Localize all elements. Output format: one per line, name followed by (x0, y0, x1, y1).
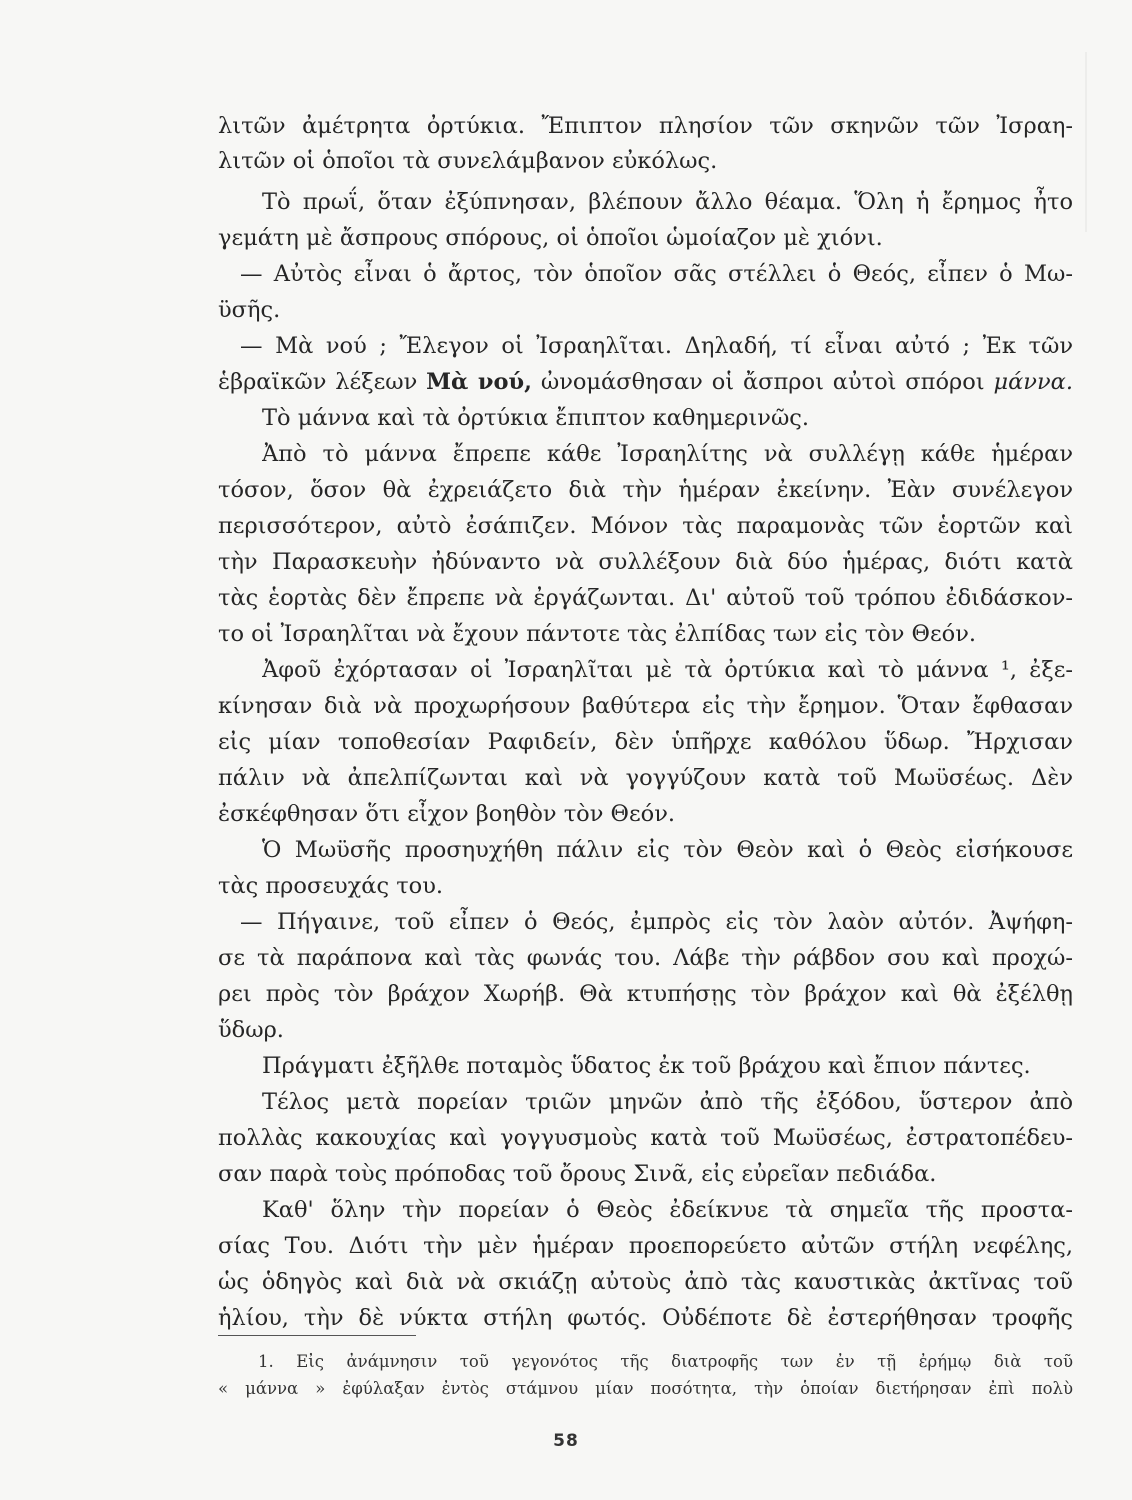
text-line: — Πήγαινε, τοῦ εἶπεν ὁ Θεός, ἐμπρὸς εἰς τὸν λαὸν αὐτόν. Ἀψήφη- (240, 909, 1073, 935)
text-line: Ἀπὸ τὸ μάννα ἔπρεπε κάθε Ἰσραηλίτης νὰ συλλέγῃ κάθε ἡμέραν (262, 441, 1073, 467)
text-line: Τὸ πρωΐ, ὅταν ἐξύπνησαν, βλέπουν ἄλλο θέαμα. Ὅλη ἡ ἔρημος ἦτο (262, 189, 1073, 215)
bold-phrase: Μὰ νού, (426, 369, 532, 395)
text-line: Τὸ μάννα καὶ τὰ ὀρτύκια ἔπιπτον καθημερινῶς. (262, 405, 810, 431)
text-line: ἡλίου, τὴν δὲ νύκτα στήλη φωτός. Οὐδέποτε δὲ ἐστερήθησαν τροφῆς (218, 1305, 1073, 1331)
text-line: τὴν Παρασκευὴν ἠδύναντο νὰ συλλέξουν διὰ δύο ἡμέρας, διότι κατὰ (218, 549, 1073, 575)
text-line: τὰς ἑορτὰς δὲν ἔπρεπε νὰ ἐργάζωνται. Δι' αὐτοῦ τοῦ τρόπου ἐδιδάσκον- (218, 585, 1073, 611)
text-segment: ἑβραϊκῶν λέξεων (218, 369, 427, 395)
text-line: πολλὰς κακουχίας καὶ γογγυσμοὺς κατὰ τοῦ Μωϋσέως, ἐστρατοπέδευ- (218, 1125, 1073, 1151)
text-line: εἰς μίαν τοποθεσίαν Ραφιδείν, δὲν ὑπῆρχε καθόλου ὕδωρ. Ἤρχισαν (218, 729, 1073, 755)
text-line: περισσότερον, αὐτὸ ἐσάπιζεν. Μόνον τὰς παραμονὰς τῶν ἑορτῶν καὶ (218, 513, 1073, 539)
text-line: το οἱ Ἰσραηλῖται νὰ ἔχουν πάντοτε τὰς ἐλπίδας των εἰς τὸν Θεόν. (218, 621, 977, 647)
text-line: Ὁ Μωϋσῆς προσηυχήθη πάλιν εἰς τὸν Θεὸν καὶ ὁ Θεὸς εἰσήκουσε (262, 837, 1073, 863)
text-line: Πράγματι ἐξῆλθε ποταμὸς ὕδατος ἐκ τοῦ βράχου καὶ ἔπιον πάντες. (262, 1053, 1031, 1079)
text-line: Ἀφοῦ ἐχόρτασαν οἱ Ἰσραηλῖται μὲ τὰ ὀρτύκια καὶ τὸ μάννα ¹, ἐξε- (262, 657, 1073, 683)
footnote-rule (218, 1335, 416, 1336)
text-line: σαν παρὰ τοὺς πρόποδας τοῦ ὄρους Σινᾶ, εἰς εὐρεῖαν πεδιάδα. (218, 1161, 937, 1187)
text-line: λιτῶν ἀμέτρητα ὀρτύκια. Ἔπιπτον πλησίον τῶν σκηνῶν τῶν Ἰσραη- (218, 113, 1073, 139)
text-line: ἐσκέφθησαν ὅτι εἶχον βοηθὸν τὸν Θεόν. (218, 801, 676, 827)
text-line: λιτῶν οἱ ὁποῖοι τὰ συνελάμβανον εὐκόλως. (218, 148, 718, 174)
page-number: 58 (553, 1431, 579, 1451)
text-line-with-bold (218, 364, 1073, 400)
text-line: ὕδωρ. (218, 1017, 284, 1043)
text-line: ρει πρὸς τὸν βράχον Χωρήβ. Θὰ κτυπήσῃς τὸν βράχον καὶ θὰ ἐξέλθῃ (218, 981, 1073, 1007)
text-line: τόσον, ὅσον θὰ ἐχρειάζετο διὰ τὴν ἡμέραν ἐκείνην. Ἐὰν συνέλεγον (218, 477, 1073, 503)
footnote-line: « μάννα » ἐφύλαξαν ἐντὸς στάμνου μίαν ποσότητα, τὴν ὁποίαν διετήρησαν ἐπὶ πολὺ (218, 1379, 1073, 1398)
text-line: τὰς προσευχάς του. (218, 873, 444, 899)
text-line: ὡς ὁδηγὸς καὶ διὰ νὰ σκιάζῃ αὐτοὺς ἀπὸ τὰς καυστικὰς ἀκτῖνας τοῦ (218, 1269, 1073, 1295)
text-line: κίνησαν διὰ νὰ προχωρήσουν βαθύτερα εἰς τὴν ἔρημον. Ὅταν ἔφθασαν (218, 693, 1073, 719)
text-line: πάλιν νὰ ἀπελπίζωνται καὶ νὰ γογγύζουν κατὰ τοῦ Μωϋσέως. Δὲν (218, 765, 1073, 791)
italic-word: μάννα. (993, 369, 1073, 395)
text-line: Τέλος μετὰ πορείαν τριῶν μηνῶν ἀπὸ τῆς ἐξόδου, ὕστερον ἀπὸ (262, 1089, 1073, 1115)
text-line: σίας Του. Διότι τὴν μὲν ἡμέραν προεπορεύετο αὐτῶν στήλη νεφέλης, (218, 1233, 1073, 1259)
text-line: γεμάτη μὲ ἄσπρους σπόρους, οἱ ὁποῖοι ὡμοίαζον μὲ χιόνι. (218, 225, 883, 251)
text-line: σε τὰ παράπονα καὶ τὰς φωνάς του. Λάβε τὴν ράβδον σου καὶ προχώ- (218, 945, 1073, 971)
text-line: — Μὰ νού ; Ἔλεγον οἱ Ἰσραηλῖται. Δηλαδή, τί εἶναι αὐτό ; Ἐκ τῶν (240, 333, 1073, 359)
footnote-line: 1. Εἰς ἀνάμνησιν τοῦ γεγονότος τῆς διατροφῆς των ἐν τῇ ἐρήμῳ διὰ τοῦ (258, 1352, 1073, 1371)
text-segment: ὠνομάσθησαν οἱ ἄσπροι αὐτοὶ σπόροι (531, 369, 994, 395)
text-line: Καθ' ὅλην τὴν πορείαν ὁ Θεὸς ἐδείκνυε τὰ σημεῖα τῆς προστα- (262, 1197, 1073, 1223)
text-line: — Αὐτὸς εἶναι ὁ ἄρτος, τὸν ὁποῖον σᾶς στέλλει ὁ Θεός, εἶπεν ὁ Μω- (240, 261, 1073, 287)
text-line: ϋσῆς. (218, 297, 281, 323)
page-edge-shadow (1085, 52, 1132, 232)
